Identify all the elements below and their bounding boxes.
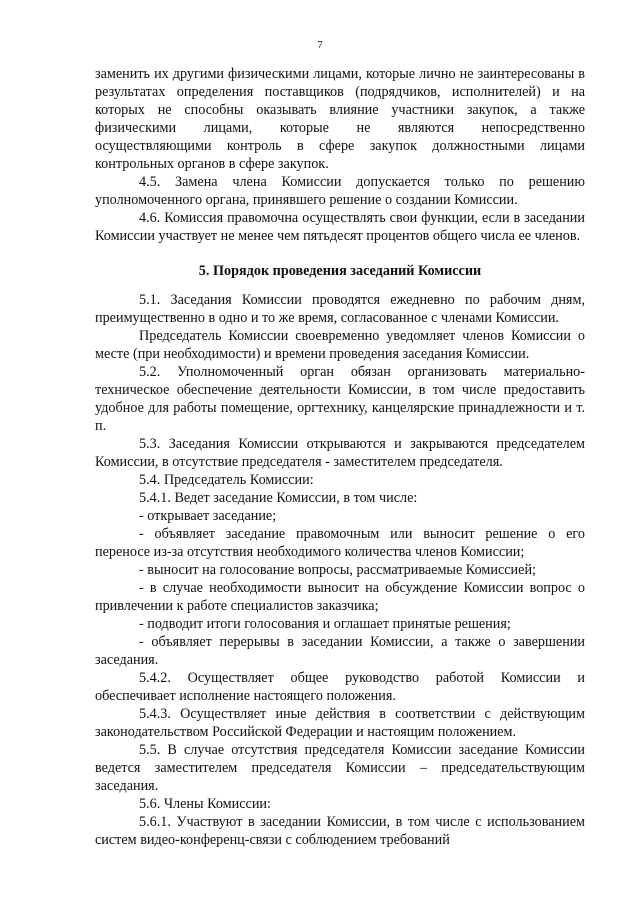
paragraph-continuation: заменить их другими физическими лицами, которые лично не заинтересованы в результатах определения поставщиков (подрядчиков, исполнителей) и на которых не способны оказывать влияние участники закупок, а также физическими лицами, которые не являются непосредственно осуществляющими контроль в сфере закупок должностными лицами контрольных органов в сфере закупок. xyxy=(95,66,585,172)
paragraph-5-4-1: 5.4.1. Ведет заседание Комиссии, в том числе: xyxy=(139,490,418,506)
paragraph-5-6-1: 5.6.1. Участвуют в заседании Комиссии, в том числе с использованием систем видео-конференц-связи с соблюдением требований xyxy=(95,814,585,848)
list-item: - выносит на голосование вопросы, рассматриваемые Комиссией; xyxy=(139,562,536,578)
paragraph-5-2: 5.2. Уполномоченный орган обязан организовать материально-техническое обеспечение деятельности Комиссии, в том числе предоставить удобное для работы помещение, оргтехнику, канцелярские принадлежности и т. п. xyxy=(95,364,585,434)
paragraph-4-6: 4.6. Комиссия правомочна осуществлять свои функции, если в заседании Комиссии участвует не менее чем пятьдесят процентов общего числа ее членов. xyxy=(95,210,585,244)
page-number: 7 xyxy=(317,39,323,51)
list-item: - в случае необходимости выносит на обсуждение Комиссии вопрос о привлечении к работе специалистов заказчика; xyxy=(95,580,585,614)
list-item: - подводит итоги голосования и оглашает принятые решения; xyxy=(139,616,511,632)
paragraph-5-1-notice: Председатель Комиссии своевременно уведомляет членов Комиссии о месте (при необходимости) и времени проведения заседания Комиссии. xyxy=(95,328,585,362)
paragraph-5-1: 5.1. Заседания Комиссии проводятся ежедневно по рабочим дням, преимущественно в одно и то же время, согласованное с членами Комиссии. xyxy=(95,292,585,326)
paragraph-5-6: 5.6. Члены Комиссии: xyxy=(139,796,271,812)
paragraph-5-4-3: 5.4.3. Осуществляет иные действия в соответствии с действующим законодательством Российской Федерации и настоящим положением. xyxy=(95,706,585,740)
paragraph-5-3: 5.3. Заседания Комиссии открываются и закрываются председателем Комиссии, в отсутствие председателя - заместителем председателя. xyxy=(95,436,585,470)
section-heading: 5. Порядок проведения заседаний Комиссии xyxy=(198,263,482,279)
list-item: - объявляет заседание правомочным или выносит решение о его переносе из-за отсутствия необходимого количества членов Комиссии; xyxy=(95,526,585,560)
list-item: - открывает заседание; xyxy=(139,508,277,524)
paragraph-5-4-2: 5.4.2. Осуществляет общее руководство работой Комиссии и обеспечивает исполнение настоящего положения. xyxy=(95,670,585,704)
paragraph-5-4: 5.4. Председатель Комиссии: xyxy=(139,472,314,488)
paragraph-5-5: 5.5. В случае отсутствия председателя Комиссии заседание Комиссии ведется заместителем председателя Комиссии – председательствующим заседания. xyxy=(95,742,585,794)
document-body xyxy=(95,65,585,849)
paragraph-4-5: 4.5. Замена члена Комиссии допускается только по решению уполномоченного органа, принявшего решение о создании Комиссии. xyxy=(95,174,585,208)
list-item: - объявляет перерывы в заседании Комиссии, а также о завершении заседания. xyxy=(95,634,585,668)
